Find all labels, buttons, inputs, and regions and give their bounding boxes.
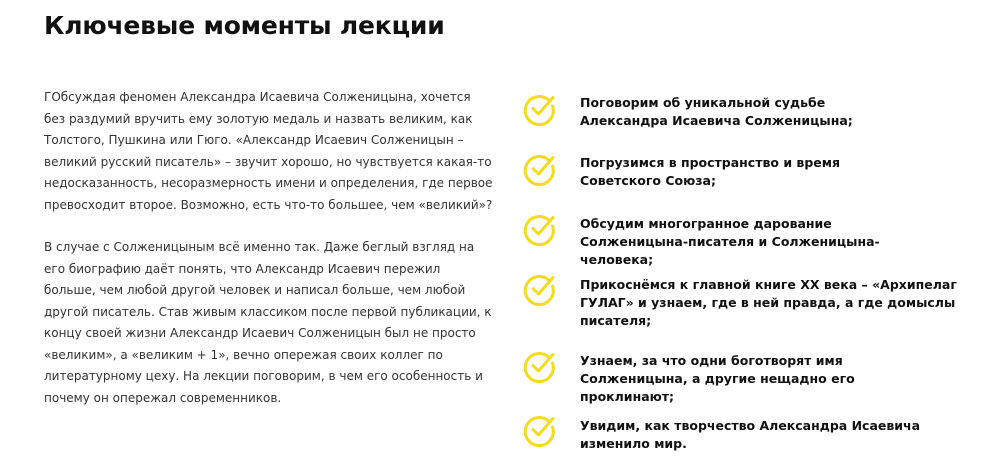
- key-point-text: Узнаем, за что одни боготворят имя Солженицына, а другие нещадно его проклинают;: [580, 353, 855, 404]
- key-point-item: [522, 92, 912, 148]
- key-point-text: Поговорим об уникальной судьбе Александра Исаевича Солженицына;: [580, 95, 853, 128]
- key-point-item: [522, 413, 982, 469]
- key-point-item: [522, 349, 982, 405]
- key-point-text: Обсудим многогранное дарование Солженицына-писателя и Солженицына-человека;: [580, 216, 880, 267]
- key-point-text: Прикоснёмся к главной книге XX века – «Архипелаг ГУЛАГ» и узнаем, где в ней правда, а где домыслы писателя;: [580, 277, 957, 328]
- check-circle-icon: [522, 152, 556, 186]
- check-circle-icon: [522, 92, 556, 126]
- key-point-text: Увидим, как творчество Александра Исаевича изменило мир.: [580, 418, 921, 451]
- description-paragraph-1: ГОбсуждая феномен Александра Исаевича Солженицына, хочется без раздумий вручить ему золотую медаль и назвать великим, как Толстого, Пушкина или Гюго. «Александр Исаевич Солженицын – великий русский писатель» – звучит хорошо, но чувствуется какая-то недосказанность, несоразмерность имени и определения, где первое превосходит второе. Возможно, есть что-то большее, чем «великий»?: [44, 90, 493, 212]
- key-point-item: [522, 152, 982, 208]
- key-point-text: Погрузимся в пространство и время Советского Союза;: [580, 155, 841, 188]
- check-circle-icon: [522, 349, 556, 383]
- lecture-description: [44, 87, 494, 430]
- check-circle-icon: [522, 272, 556, 306]
- page-title: Ключевые моменты лекции: [44, 11, 445, 40]
- key-point-item: [522, 212, 982, 268]
- description-paragraph-2: В случае с Солженицыным всё именно так. Даже беглый взгляд на его биографию даёт понять, что Александр Исаевич пережил больше, чем любой другой человек и написал больше, чем любой другой писатель. Став живым классиком после первой публикации, к концу своей жизни Александр Исаевич Солженицын был не просто «великим», а «великим + 1», вечно опережая своих коллег по литературному цеху. На лекции поговорим, в чем его особенность и почему он опережал современников.: [44, 240, 492, 405]
- check-circle-icon: [522, 212, 556, 246]
- key-point-item: [522, 272, 982, 338]
- check-circle-icon: [522, 413, 556, 447]
